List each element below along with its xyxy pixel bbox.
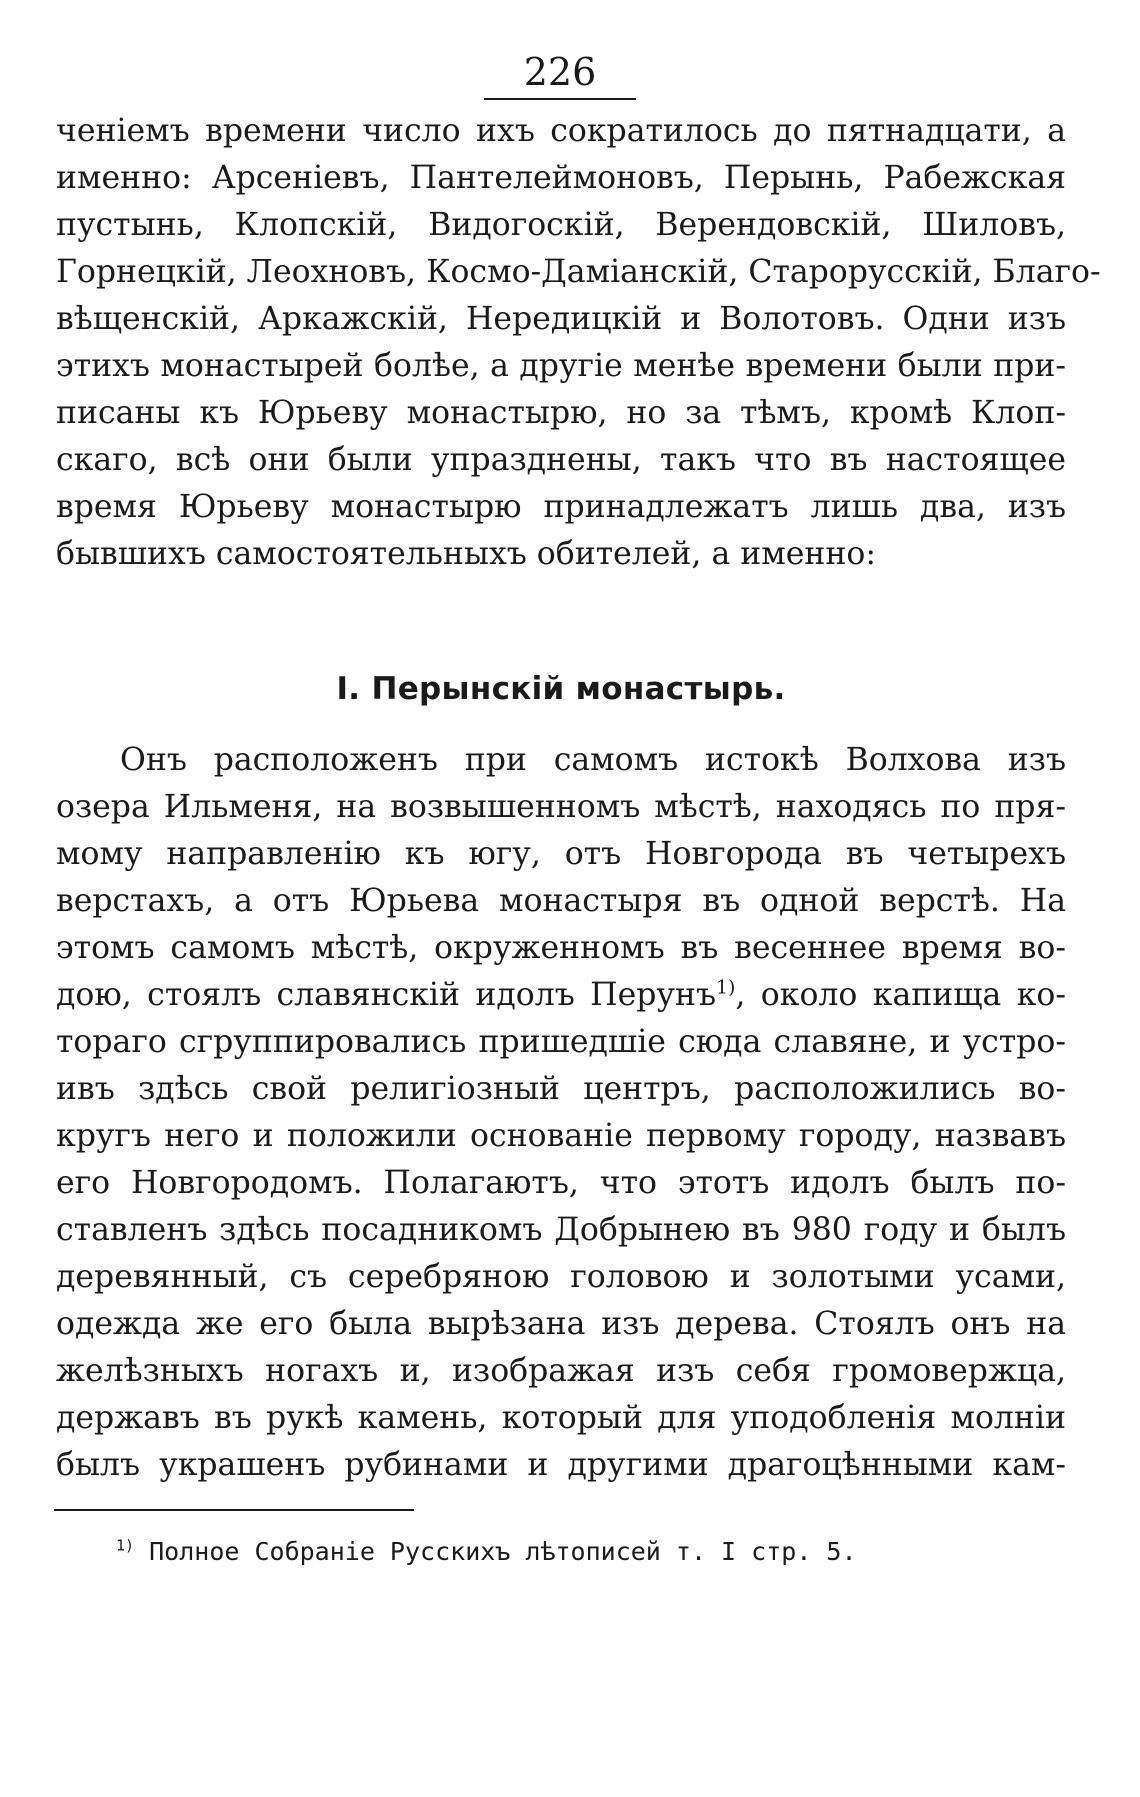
text-line: пустынь, Клопскій, Видогоскій, Верендовскій, Шиловъ, (56, 207, 1066, 243)
text-line: мому направленію къ югу, отъ Новгорода въ четырехъ (56, 836, 1066, 872)
text-line: этомъ самомъ мѣстѣ, окруженномъ въ весеннее время во- (56, 930, 1066, 966)
text-line: кругъ него и положили основаніе первому городу, назвавъ (56, 1118, 1066, 1154)
text-line: вѣщенскій, Аркажскій, Нередицкій и Волотовъ. Одни изъ (56, 301, 1066, 337)
page-number (54, 50, 1066, 108)
text-line-with-footnote (56, 972, 1066, 1019)
footnote (56, 1533, 1066, 1571)
text-line: ивъ здѣсь свой религіозный центръ, расположились во- (56, 1071, 1066, 1107)
page-number-text: 226 (484, 50, 637, 100)
text-line: скаго, всѣ они были упразднены, такъ что въ настоящее (56, 442, 1066, 478)
text-line: тораго сгруппировались пришедшіе сюда славяне, и устро- (56, 1024, 1066, 1060)
text-segment: , около капища ко- (735, 977, 1066, 1013)
text-line: именно: Арсеніевъ, Пантелеймоновъ, Перынь, Рабежская (56, 160, 1066, 196)
document-page (56, 50, 1101, 1571)
text-line: этихъ монастырей болѣе, а другіе менѣе времени были при- (56, 348, 1066, 384)
text-line: озера Ильменя, на возвышенномъ мѣстѣ, находясь по пря- (56, 789, 1066, 825)
footnote-divider (54, 1509, 414, 1511)
text-line: время Юрьеву монастырю принадлежатъ лишь два, изъ (56, 489, 1066, 525)
text-line: ставленъ здѣсь посадникомъ Добрынею въ 980 году и былъ (56, 1212, 1066, 1248)
text-line: желѣзныхъ ногахъ и, изображая изъ себя громовержца, (56, 1353, 1066, 1389)
text-line: бывшихъ самостоятельныхъ обителей, а именно: (56, 536, 876, 572)
text-line: державъ въ рукѣ камень, который для уподобленія молніи (56, 1400, 1066, 1436)
text-line: Горнецкій, Леохновъ, Космо-Даміанскій, Старорусскій, Благо- (56, 254, 1101, 290)
text-line: одежда же его была вырѣзана изъ дерева. Стоялъ онъ на (56, 1306, 1066, 1342)
paragraph-intro (56, 108, 1101, 578)
text-line: верстахъ, а отъ Юрьева монастыря въ одной верстѣ. На (56, 883, 1066, 919)
section-heading: I. Перынскій монастырь. (336, 671, 786, 707)
text-line: ченіемъ времени число ихъ сократилось до пятнадцати, а (56, 113, 1066, 149)
text-segment: дою, стоялъ славянскій идолъ Перунъ (56, 977, 716, 1013)
text-line: Онъ расположенъ при самомъ истокѣ Волхова изъ (120, 742, 1066, 778)
text-line: писаны къ Юрьеву монастырю, но за тѣмъ, кромѣ Клоп- (56, 395, 1066, 431)
footnote-text: Полное Собраніе Русскихъ лѣтописей т. I стр. 5. (134, 1537, 857, 1566)
text-line: деревянный, съ серебряною головою и золотыми усами, (56, 1259, 1066, 1295)
paragraph-perynsky (56, 737, 1066, 1489)
text-line: былъ украшенъ рубинами и другими драгоцѣнными кам- (56, 1447, 1066, 1483)
footnote-marker: 1) (116, 1536, 135, 1555)
text-line: его Новгородомъ. Полагаютъ, что этотъ идолъ былъ по- (56, 1165, 1066, 1201)
footnote-reference: 1) (716, 976, 736, 999)
